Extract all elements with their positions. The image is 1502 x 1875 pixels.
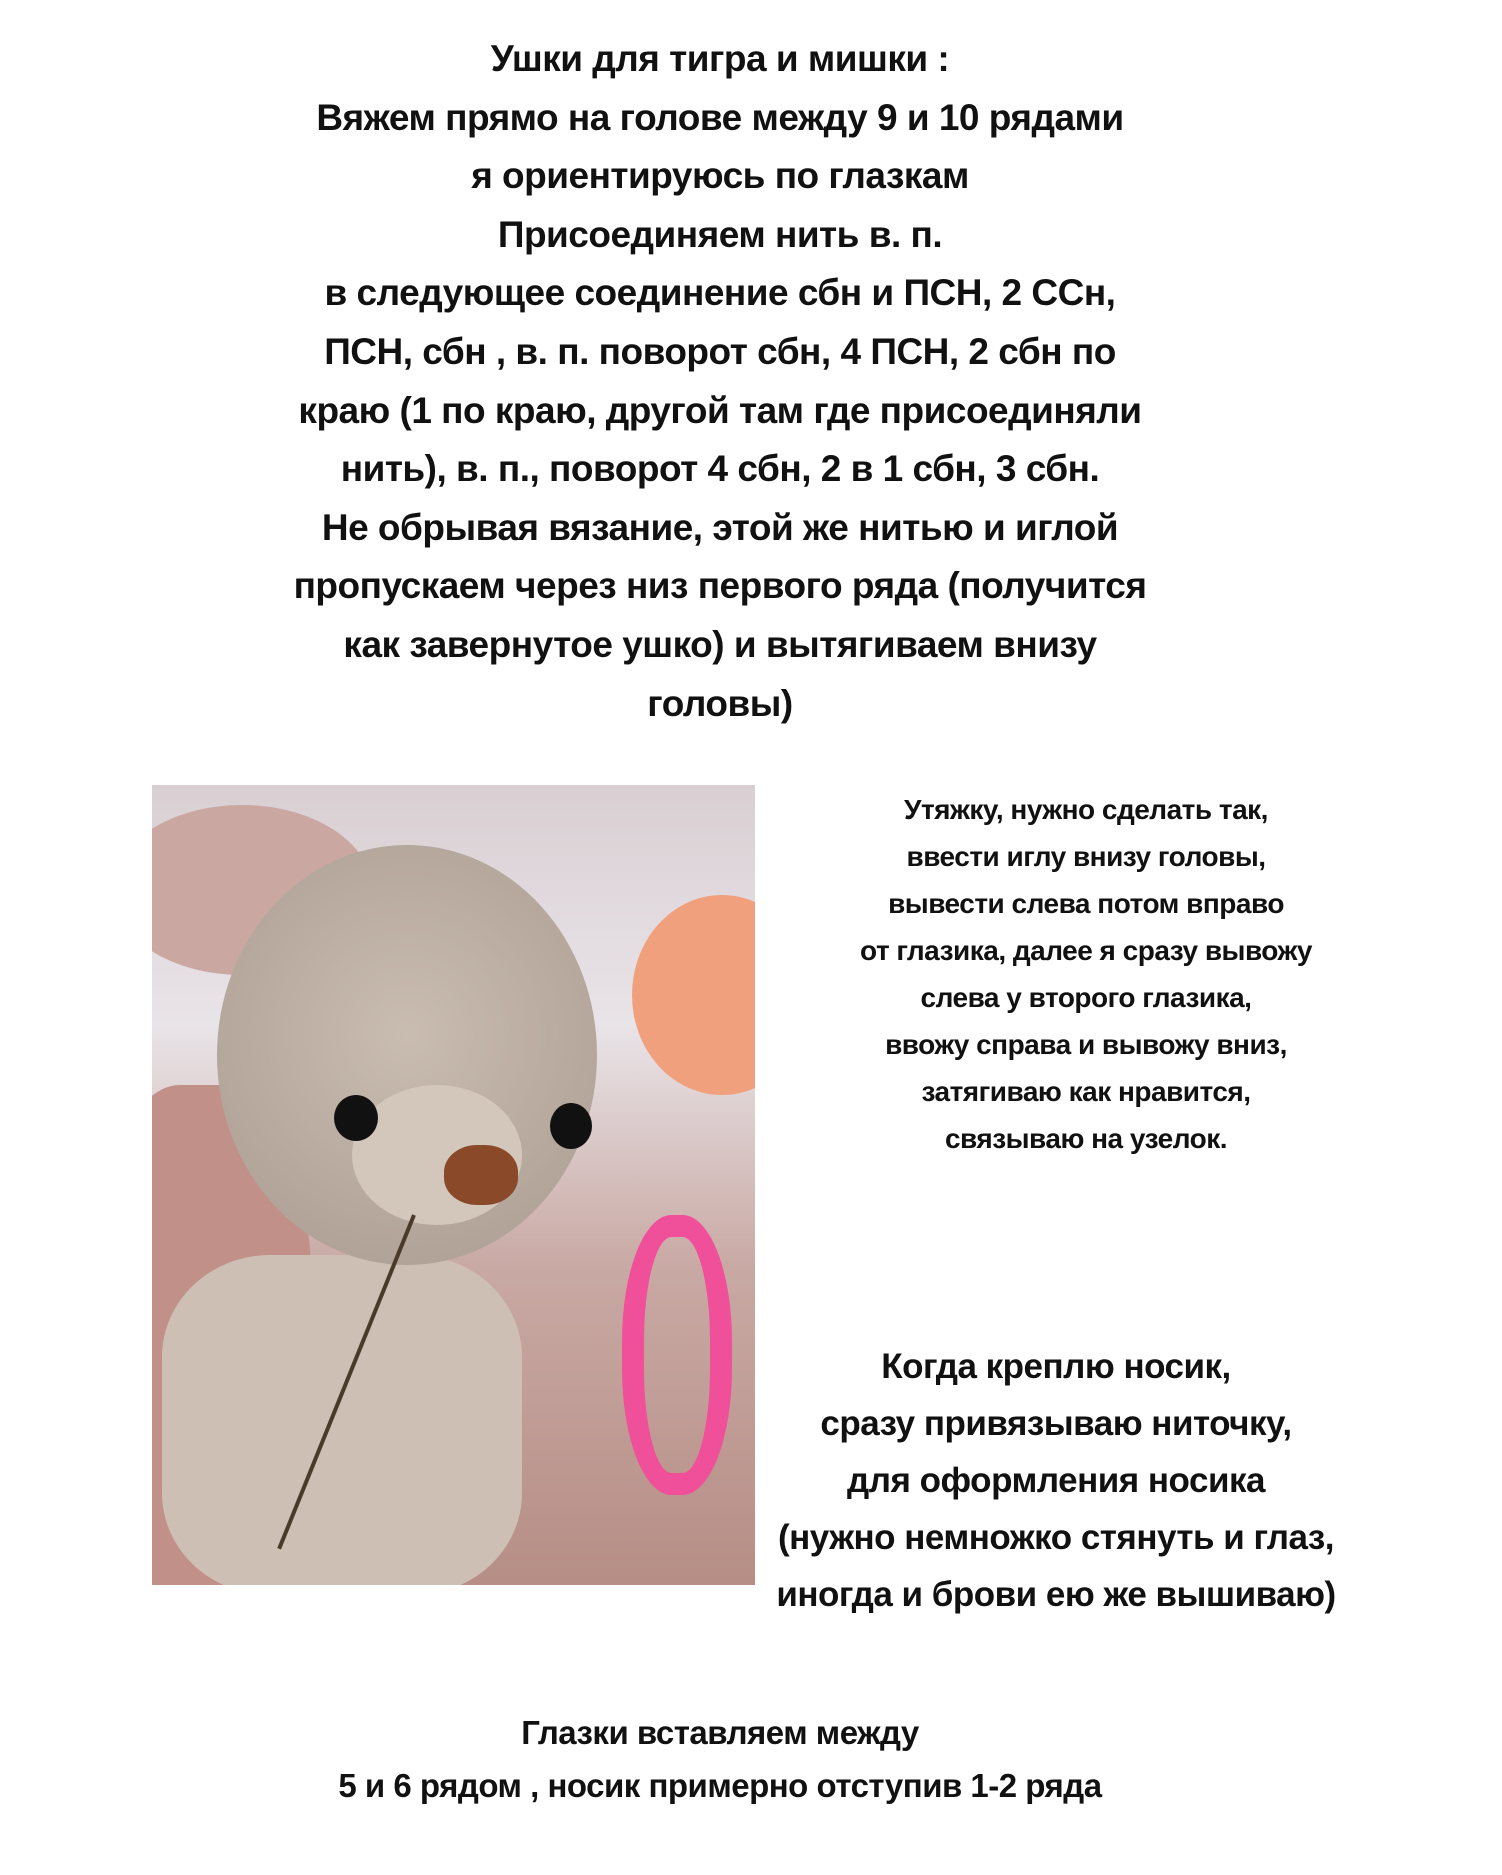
nose-instructions [656,1338,1456,1623]
text-line: 5 и 6 рядом , носик примерно отступив 1-2 ряда [338,1767,1102,1804]
text-line: краю (1 по краю, другой там где присоединяли [298,389,1142,431]
text-line: для оформления носика [847,1461,1265,1500]
text-line: вывести слева потом вправо [888,888,1284,919]
text-line: Утяжку, нужно сделать так, [904,794,1268,825]
bear-body [162,1255,522,1585]
text-line: головы) [647,682,793,724]
text-line: в следующее соединение сбн и ПСН, 2 ССн, [324,272,1116,314]
tightening-instructions [736,786,1436,1162]
ears-instructions [0,30,1440,733]
text-line: Когда креплю носик, [881,1347,1231,1386]
nose [444,1145,518,1205]
text-line: пропускаем через низ первого ряда (получится [293,565,1147,607]
text-line: затягиваю как нравится, [921,1076,1251,1107]
heading: Ушки для тигра и мишки : [490,38,950,79]
text-line: Вяжем прямо на голове между 9 и 10 рядами [316,96,1124,138]
text-line: я ориентируюсь по глазкам [471,155,969,197]
text-line: (нужно немножко стянуть и глаз, [778,1518,1334,1557]
eyes-placement-note [0,1706,1440,1812]
text-line: Присоединяем нить в. п. [497,213,943,255]
text-line: связываю на узелок. [944,1123,1228,1154]
text-line: слева у второго глазика, [920,982,1252,1013]
eye-right [550,1103,592,1149]
text-line: иногда и брови ею же вышиваю) [776,1575,1336,1614]
text-line: нить), в. п., поворот 4 сбн, 2 в 1 сбн, 3 сбн. [340,448,1100,490]
text-line: ввести иглу внизу головы, [906,841,1266,872]
text-line: сразу привязываю ниточку, [820,1404,1292,1443]
text-line: как завернутое ушко) и вытягиваем внизу [343,623,1097,665]
text-line: Не обрывая вязание, этой же нитью и иглой [321,506,1119,548]
text-line: ввожу справа и вывожу вниз, [885,1029,1287,1060]
text-line: от глазика, далее я сразу вывожу [860,935,1312,966]
text-line: ПСН, сбн , в. п. поворот сбн, 4 ПСН, 2 сбн по [324,330,1116,372]
eye-left [334,1095,378,1141]
text-line: Глазки вставляем между [521,1714,919,1751]
